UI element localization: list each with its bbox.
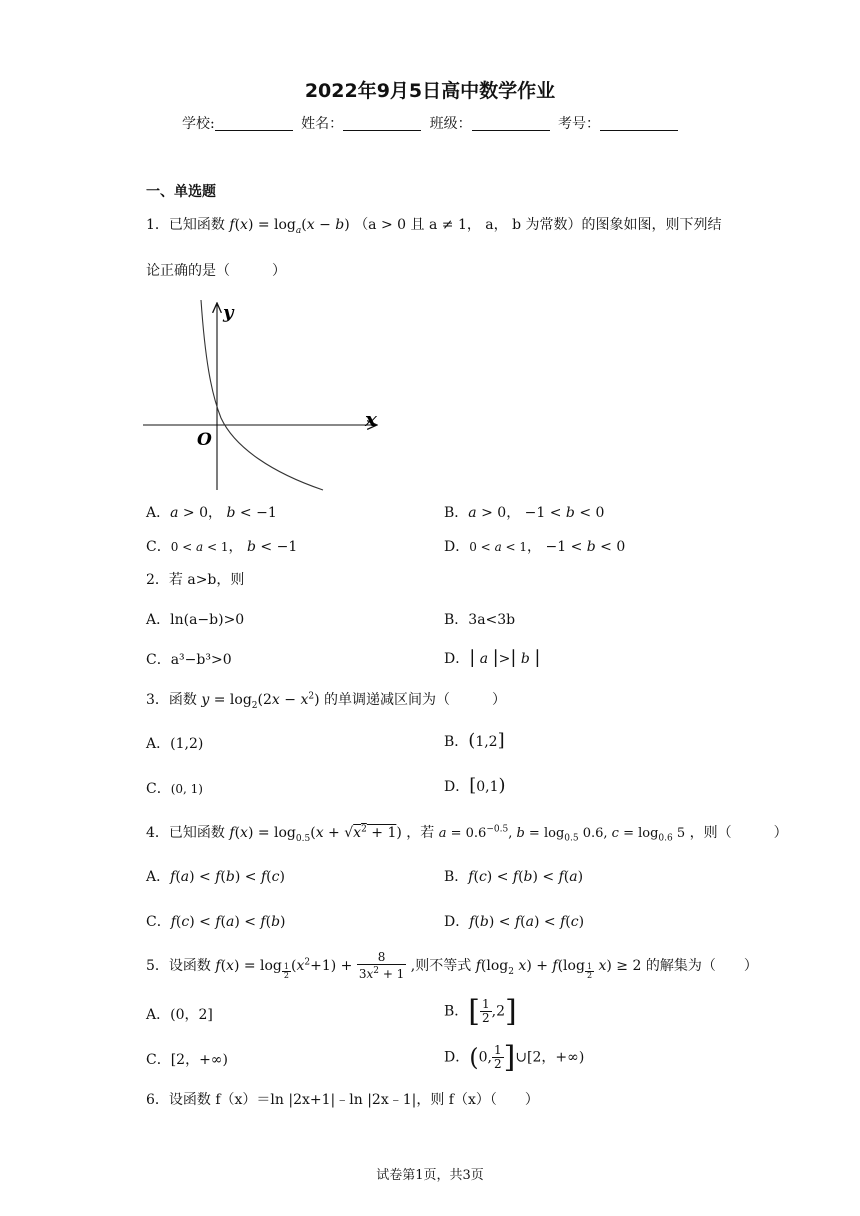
q5-formula: f(x) = log $_{\frac{1}{2}}$ $(x^2+1)$ + $\frac{8}{3x^2 + 1}$ xyxy=(215,950,405,981)
q1-option-d[interactable]: D．0 < a < 1， −1 < b < 0 xyxy=(444,539,626,555)
school-blank[interactable] xyxy=(215,116,293,131)
q1-stem-prefix: 1．已知函数 xyxy=(146,217,225,233)
q1-stem-condition: （a > 0 且 a ≠ 1， a， b 为常数）的图象如图，则下列结 xyxy=(354,217,722,233)
question-1-stem xyxy=(146,214,722,236)
x-axis-label: x xyxy=(365,407,377,431)
origin-label: O xyxy=(197,430,212,450)
page-title: 2022年9月5日高中数学作业 xyxy=(304,80,556,102)
question-1-stem-cont: 论正确的是（ ） xyxy=(146,263,286,279)
q3-formula: $y = \log_2(2x - x^2)$ xyxy=(201,691,320,711)
q5-inequality: $f(\log_2$ x) + f(log $_{\frac{1}{2}}$ x) ≥ 2 xyxy=(475,958,642,980)
q5-option-a[interactable]: A．(0，2] xyxy=(146,1007,213,1023)
school-label: 学校: xyxy=(181,116,215,132)
class-blank[interactable] xyxy=(472,116,550,131)
q1-formula: $f(x) = \log_a(x - b)$ xyxy=(229,217,350,236)
question-6-stem: 6．设函数 f（x）＝ln |2x+1|﹣ln |2x﹣1|，则 f（x）（ ） xyxy=(146,1092,539,1108)
q2-option-b[interactable]: B．3a<3b xyxy=(444,612,516,628)
q4-formula: $f(x) = \log_{0.5}(x + √x^2 + 1)$ xyxy=(229,824,402,844)
q5-option-c[interactable]: C．[2，+∞) xyxy=(146,1052,228,1068)
q3-option-b[interactable]: B．(1,2] xyxy=(444,730,505,751)
student-info-line xyxy=(0,113,860,133)
q3-option-c[interactable]: C．(0, 1) xyxy=(146,781,203,797)
name-label: 姓名： xyxy=(301,116,344,132)
q3-option-a[interactable]: A．(1,2) xyxy=(146,736,204,752)
q1-option-b[interactable]: B．a > 0， −1 < b < 0 xyxy=(444,505,605,521)
page-footer: 试卷第1页，共3页 xyxy=(376,1168,484,1183)
q4-option-d[interactable]: D．f(b) < f(a) < f(c) xyxy=(444,914,585,930)
name-blank[interactable] xyxy=(343,116,421,131)
q1-option-c[interactable]: C．0 < a < 1， b < −1 xyxy=(146,539,298,555)
question-3-stem: 3．函数 $y = \log_2(2x - x^2)$ 的单调递减区间为（ ） xyxy=(146,691,507,711)
question-4-stem: 4．已知函数 $f(x) = \log_{0.5}(x + √x^2 + 1)$ ，若 $a = 0.6^{-0.5}$, $b = \log_{0.5} 0.6$, $c = \log_{0.6} 5$ ，则（ ） xyxy=(146,824,788,844)
q1-option-a[interactable]: A．a > 0， b < −1 xyxy=(146,505,277,521)
q5-option-b[interactable]: B．[ $\frac{1}{2}$ ,2] xyxy=(444,994,517,1029)
q2-option-d[interactable]: D．| a |>| b | xyxy=(444,647,541,668)
q4-option-c[interactable]: C．f(c) < f(a) < f(b) xyxy=(146,914,286,930)
y-axis-label: y xyxy=(223,302,234,323)
class-label: 班级： xyxy=(429,116,472,132)
log-curve xyxy=(201,300,323,490)
question-2-stem: 2．若 a>b，则 xyxy=(146,572,245,588)
q2-option-a[interactable]: A．ln(a−b)>0 xyxy=(146,612,245,628)
q4-values: $a = 0.6^{-0.5}$, $b = \log_{0.5} 0.6$, $c = \log_{0.6} 5$ xyxy=(438,824,686,844)
q3-option-d[interactable]: D．[0,1) xyxy=(444,775,506,796)
exam-no-label: 考号： xyxy=(558,116,601,132)
q5-option-d[interactable]: D．(0, $\frac{1}{2}$ ]∪[2，+∞) xyxy=(444,1040,585,1075)
section-heading: 一、单选题 xyxy=(146,184,216,200)
q1-graph xyxy=(143,298,383,493)
q4-option-b[interactable]: B．f(c) < f(b) < f(a) xyxy=(444,869,584,885)
q4-option-a[interactable]: A．f(a) < f(b) < f(c) xyxy=(146,869,285,885)
exam-no-blank[interactable] xyxy=(600,116,678,131)
question-5-stem: 5．设函数 f(x) = log $_{\frac{1}{2}}$ $(x^2+1)$ + $\frac{8}{3x^2 + 1}$ ,则不等式 $f(\log_2$ x) + f(log $_{\frac{1}{2}}$ x) ≥ 2 的解集为（ ） xyxy=(146,950,758,981)
q2-option-c[interactable]: C．a³−b³>0 xyxy=(146,652,232,668)
